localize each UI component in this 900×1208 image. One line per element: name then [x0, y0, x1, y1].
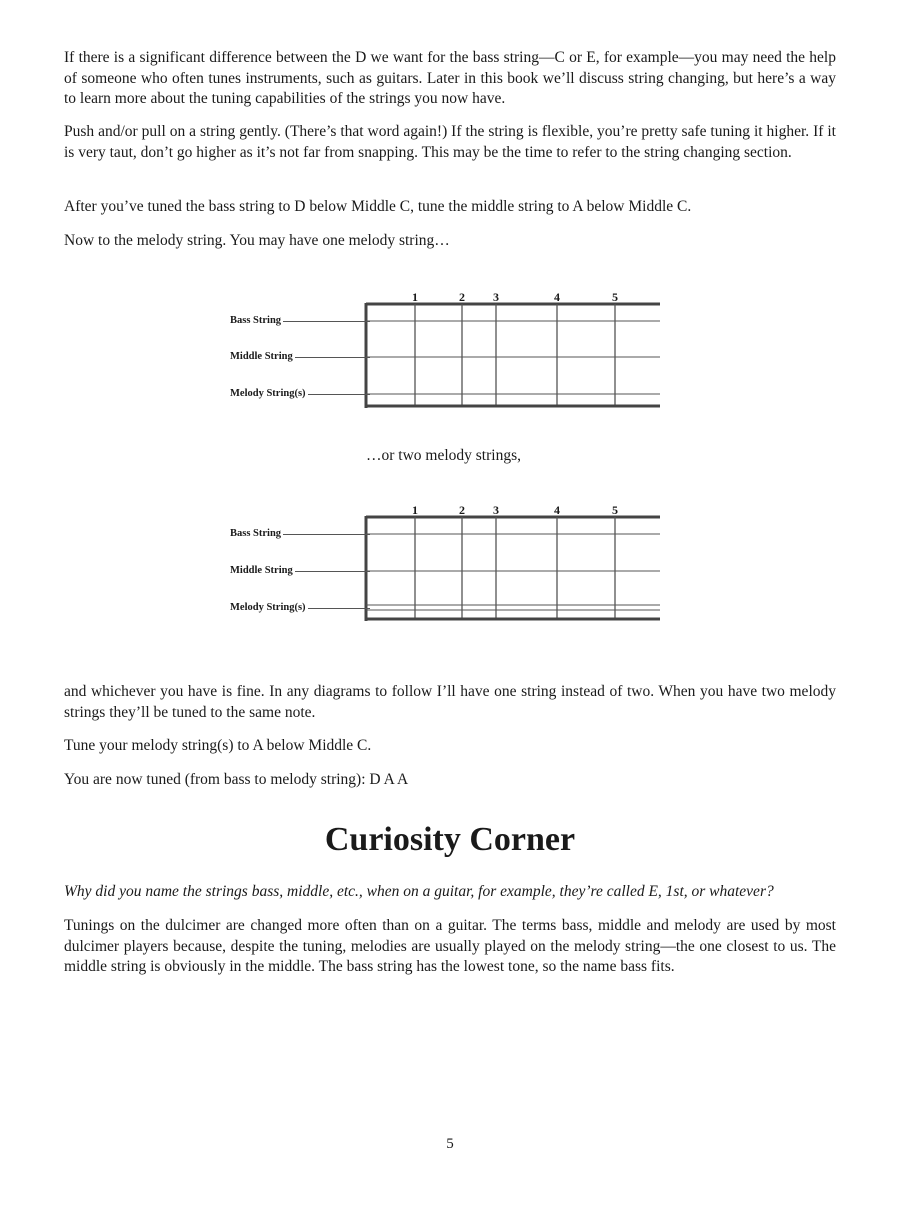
- middle-string-label: Middle String: [230, 351, 370, 363]
- page-number: 5: [446, 1136, 454, 1152]
- section-question: Why did you name the strings bass, middle, etc., when on a guitar, for example, they’re called E, 1st, or whatever?: [64, 883, 774, 900]
- fret-number-label: 1: [412, 290, 418, 304]
- fret-number-label: 5: [612, 290, 618, 304]
- fret-number-label: 2: [459, 503, 465, 517]
- melody-string-label: Melody String(s): [230, 602, 370, 614]
- fret-number-label: 1: [412, 503, 418, 517]
- paragraph-tuning-difference: If there is a significant difference between the D we want for the bass string—C or E, for example—you may need the help of someone who often tunes instruments, such as guitars. Later in this book we’ll discuss string changing, but here’s a way to learn more about the tuning capabilities of the strings you now have.: [64, 49, 836, 107]
- fret-number-label: 3: [493, 503, 499, 517]
- paragraph-tuned-daa: You are now tuned (from bass to melody string): D A A: [64, 771, 409, 788]
- paragraph-whichever: and whichever you have is fine. In any diagrams to follow I’ll have one string instead of two. When you have two melody strings they’ll be tuned to the same note.: [64, 683, 836, 721]
- fret-number-label: 3: [493, 290, 499, 304]
- fretboard-diagram-single-melody: [230, 285, 670, 415]
- fret-number-label: 4: [554, 503, 560, 517]
- fretboard-diagram-double-melody: [230, 498, 670, 628]
- paragraph-push-pull: Push and/or pull on a string gently. (There’s that word again!) If the string is flexible, you’re pretty safe tuning it higher. If it is very taut, don’t go higher as it’s not far from snapping. This may be the time to refer to the string changing section.: [64, 123, 836, 161]
- middle-string-label: Middle String: [230, 565, 370, 577]
- section-heading: Curiosity Corner: [324, 821, 576, 858]
- paragraph-tune-melody: Tune your melody string(s) to A below Middle C.: [64, 737, 372, 754]
- bass-string-label: Bass String: [230, 528, 370, 540]
- paragraph-melody-intro: Now to the melody string. You may have one melody string…: [64, 232, 450, 249]
- melody-string-label: Melody String(s): [230, 388, 370, 400]
- bass-string-label: Bass String: [230, 315, 370, 327]
- fret-number-label: 5: [612, 503, 618, 517]
- fret-number-label: 2: [459, 290, 465, 304]
- fret-number-label: 4: [554, 290, 560, 304]
- diagram-caption: …or two melody strings,: [366, 447, 521, 464]
- section-answer: Tunings on the dulcimer are changed more often than on a guitar. The terms bass, middle and melody are used by most dulcimer players because, despite the tuning, melodies are usually played on the melody string—the one closest to us. The middle string is obviously in the middle. The bass string has the lowest tone, so the name bass fits.: [64, 917, 836, 975]
- paragraph-bass-middle-tuning: After you’ve tuned the bass string to D below Middle C, tune the middle string to A below Middle C.: [64, 198, 692, 215]
